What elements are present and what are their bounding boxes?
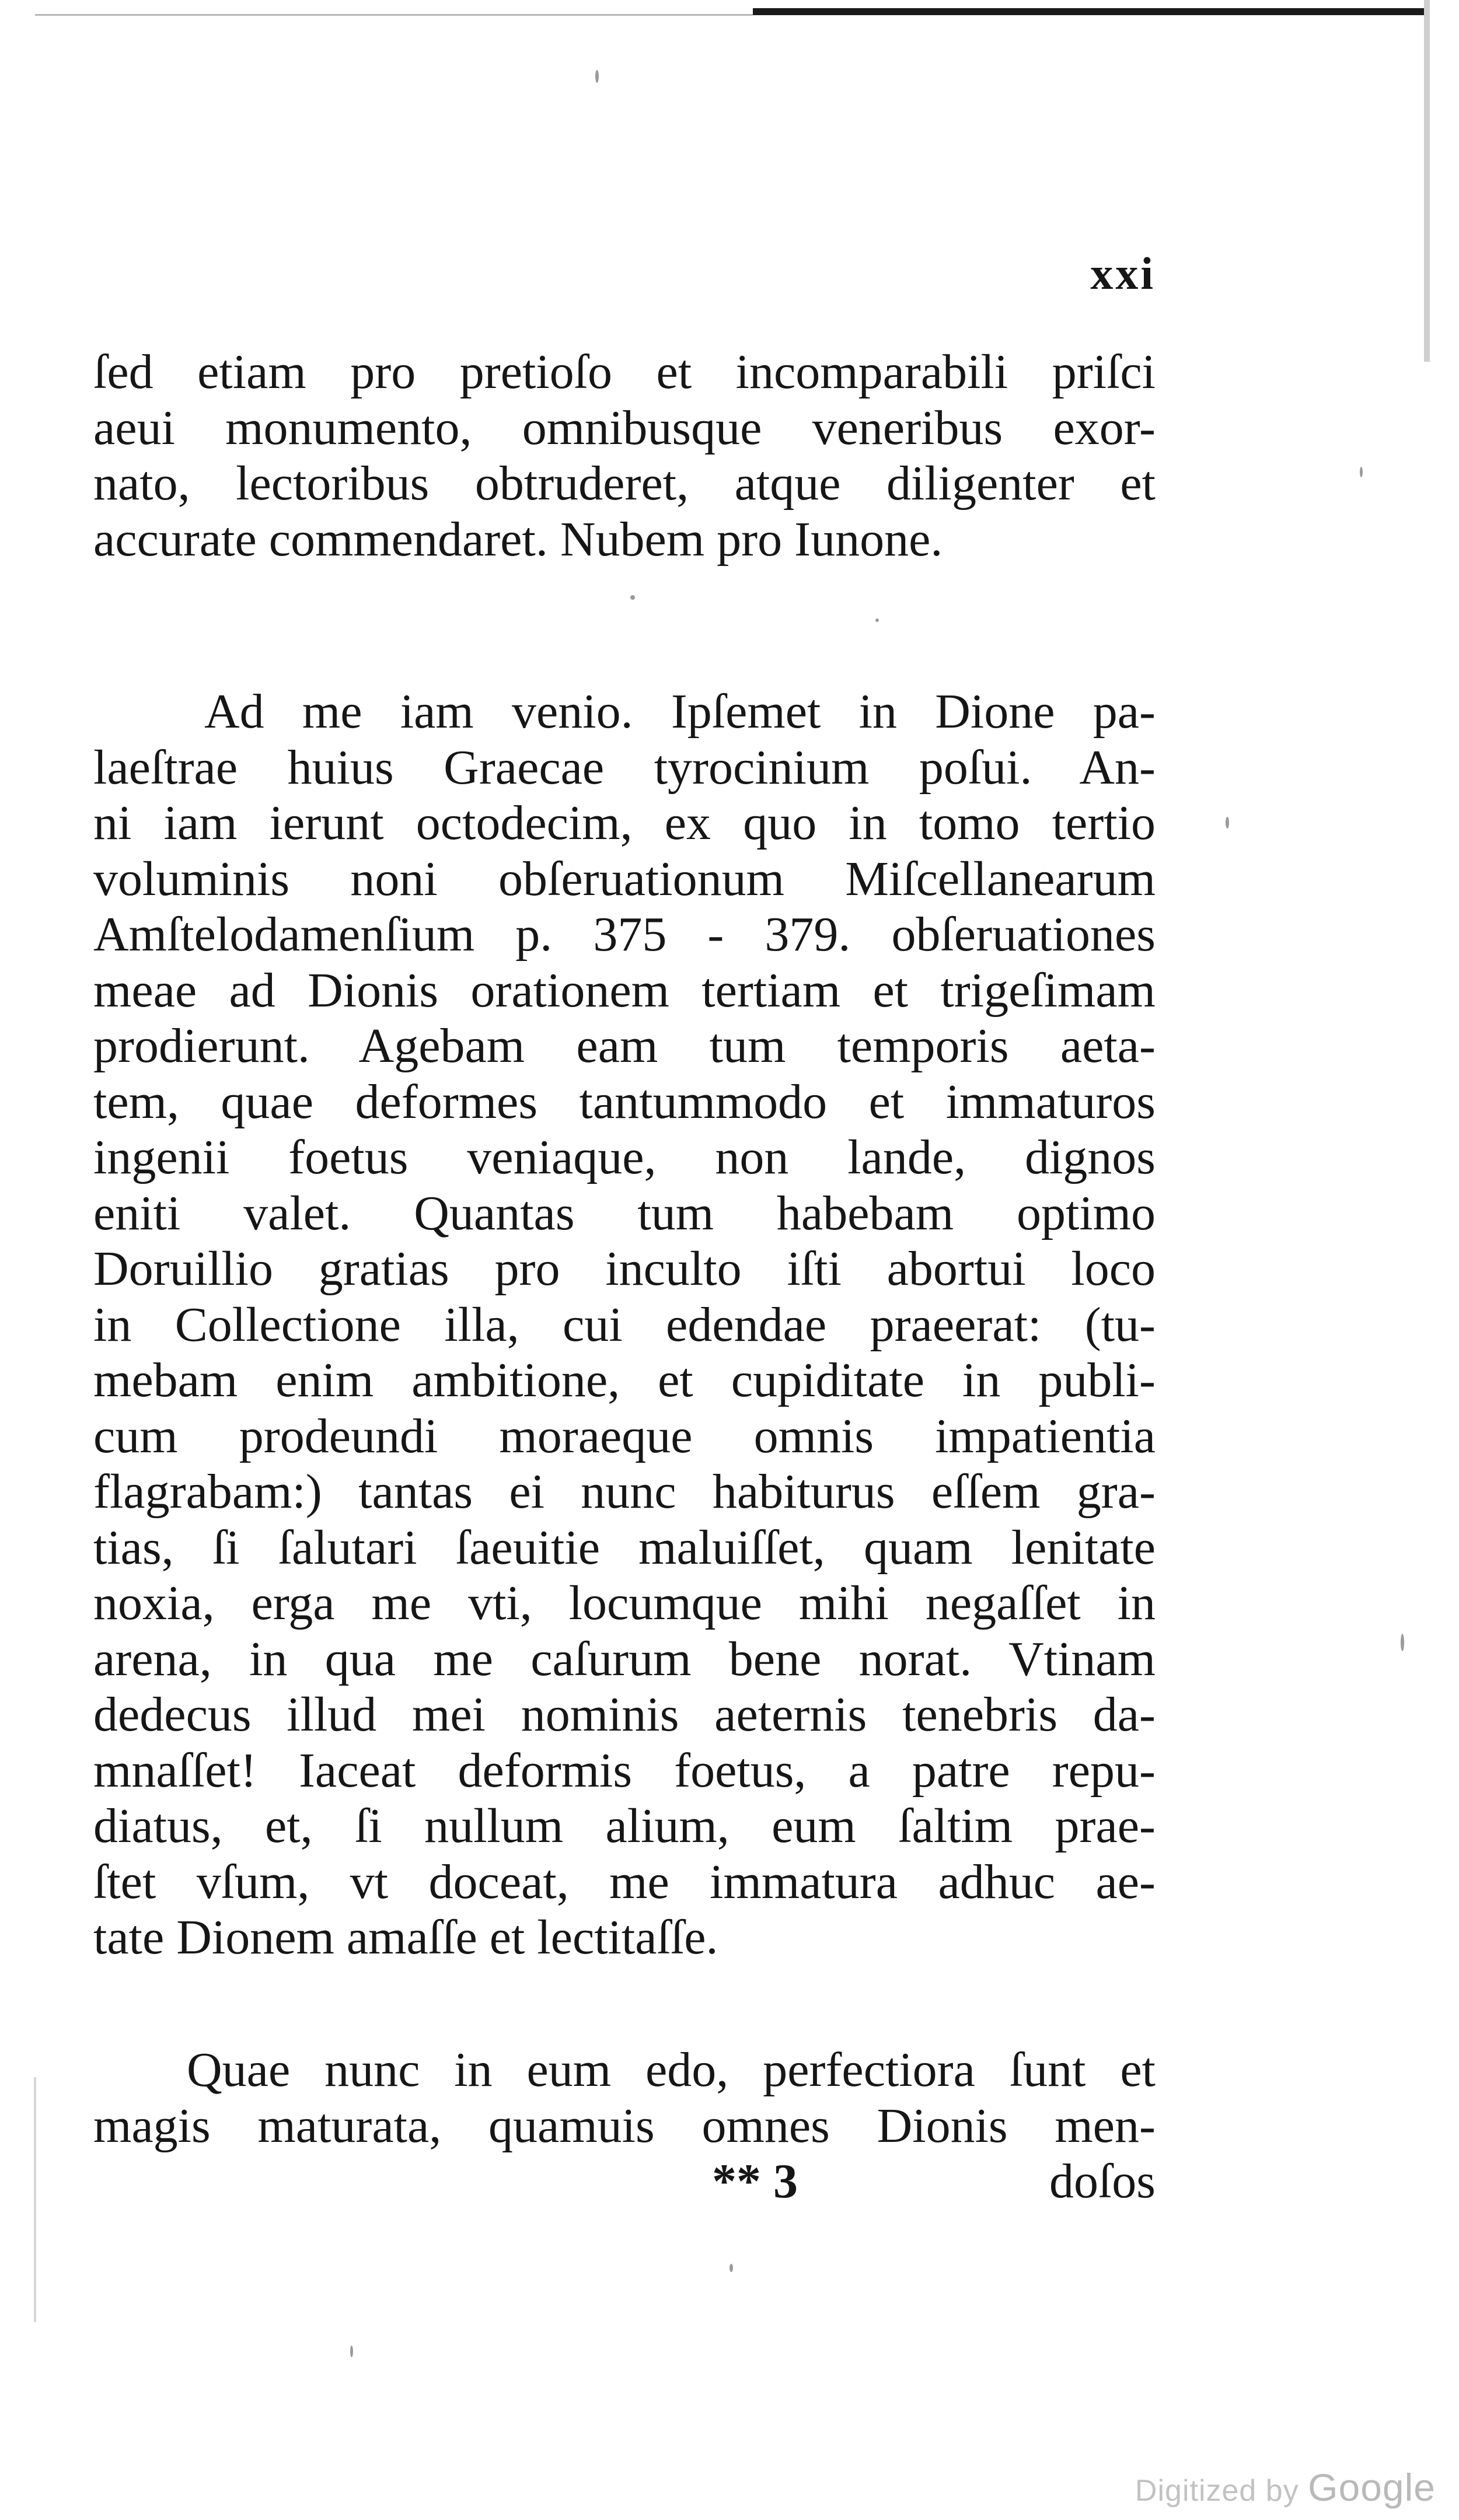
- text-line: arena, in qua me caſurum bene norat. Vtinam: [93, 1631, 1156, 1686]
- catchword: doſos: [1049, 2154, 1156, 2208]
- scan-speck: [350, 2346, 353, 2357]
- top-edge-shadow: [35, 14, 753, 16]
- text-line: tias, ſi ſalutari ſaeuitie maluiſſet, quam lenitate: [93, 1520, 1156, 1575]
- scan-speck: [595, 70, 599, 83]
- watermark-brand: Google: [1308, 2466, 1436, 2509]
- text-line: mebam enim ambitione, et cupiditate in publi-: [93, 1353, 1156, 1407]
- text-line: meae ad Dionis orationem tertiam et trigeſimam: [93, 963, 1156, 1018]
- scan-speck: [630, 595, 635, 600]
- text-line: ingenii foetus veniaque, non lande, dignos: [93, 1130, 1156, 1184]
- signature-mark: ** 3: [712, 2154, 798, 2208]
- text-line: ni iam ierunt octodecim, ex quo in tomo tertio: [93, 796, 1156, 850]
- text-line: aeui monumento, omnibusque veneribus exor-: [93, 400, 1156, 455]
- text-line: tate Dionem amaſſe et lectitaſſe.: [93, 1910, 718, 1965]
- text-line: voluminis noni obſeruationum Miſcellanearum: [93, 851, 1156, 906]
- text-line: prodierunt. Agebam eam tum temporis aeta-: [93, 1019, 1156, 1073]
- digitization-watermark: [1135, 2465, 1436, 2509]
- text-line: cum prodeundi moraeque omnis impatientia: [93, 1408, 1156, 1463]
- paragraph-2: [93, 684, 1156, 1966]
- text-line: tem, quae deformes tantummodo et immaturos: [93, 1074, 1156, 1129]
- scan-speck: [1401, 1634, 1404, 1651]
- paragraph-3: [93, 2042, 1156, 2154]
- text-line: mnaſſet! Iaceat deformis foetus, a patre repu-: [93, 1743, 1156, 1798]
- text-line: noxia, erga me vti, locumque mihi negaſſet in: [93, 1576, 1156, 1630]
- scan-speck: [730, 2264, 733, 2272]
- scan-speck: [875, 618, 879, 622]
- text-line: in Collectione illa, cui edendae praeerat: (tu-: [93, 1297, 1156, 1352]
- text-line: flagrabam:) tantas ei nunc habiturus eſſem gra-: [93, 1465, 1156, 1519]
- text-line: magis maturata, quamuis omnes Dionis men-: [93, 2098, 1156, 2153]
- text-line: Doruillio gratias pro inculto iſti abortui loco: [93, 1242, 1156, 1296]
- right-edge-shadow: [1424, 0, 1430, 362]
- top-edge-rule: [753, 8, 1430, 15]
- scan-speck: [1226, 817, 1229, 829]
- watermark-prefix: Digitized by: [1135, 2474, 1299, 2508]
- paragraph-1: [93, 344, 1156, 567]
- text-line: eniti valet. Quantas tum habebam optimo: [93, 1186, 1156, 1240]
- left-edge-shadow: [34, 2077, 36, 2322]
- text-line: laeſtrae huius Graecae tyrocinium poſui. An-: [93, 740, 1156, 795]
- text-line: dedecus illud mei nominis aeternis tenebris da-: [93, 1687, 1156, 1742]
- scan-speck: [1360, 467, 1363, 477]
- text-line: Ad me iam venio. Ipſemet in Dione pa-: [204, 684, 1156, 739]
- text-line: accurate commendaret. Nubem pro Iunone.: [93, 512, 943, 567]
- page-number: xxi: [1090, 248, 1156, 299]
- text-line: nato, lectoribus obtruderet, atque diligenter et: [93, 456, 1156, 511]
- text-line: Amſtelodamenſium p. 375 - 379. obſeruationes: [93, 907, 1156, 962]
- text-line: ſed etiam pro pretioſo et incomparabili priſci: [93, 345, 1156, 399]
- text-line: Quae nunc in eum edo, perfectiora ſunt et: [187, 2043, 1156, 2097]
- text-line: diatus, et, ſi nullum alium, eum ſaltim prae-: [93, 1799, 1156, 1853]
- text-line: ſtet vſum, vt doceat, me immatura adhuc ae-: [93, 1854, 1156, 1909]
- page-footer: [93, 2153, 1156, 2211]
